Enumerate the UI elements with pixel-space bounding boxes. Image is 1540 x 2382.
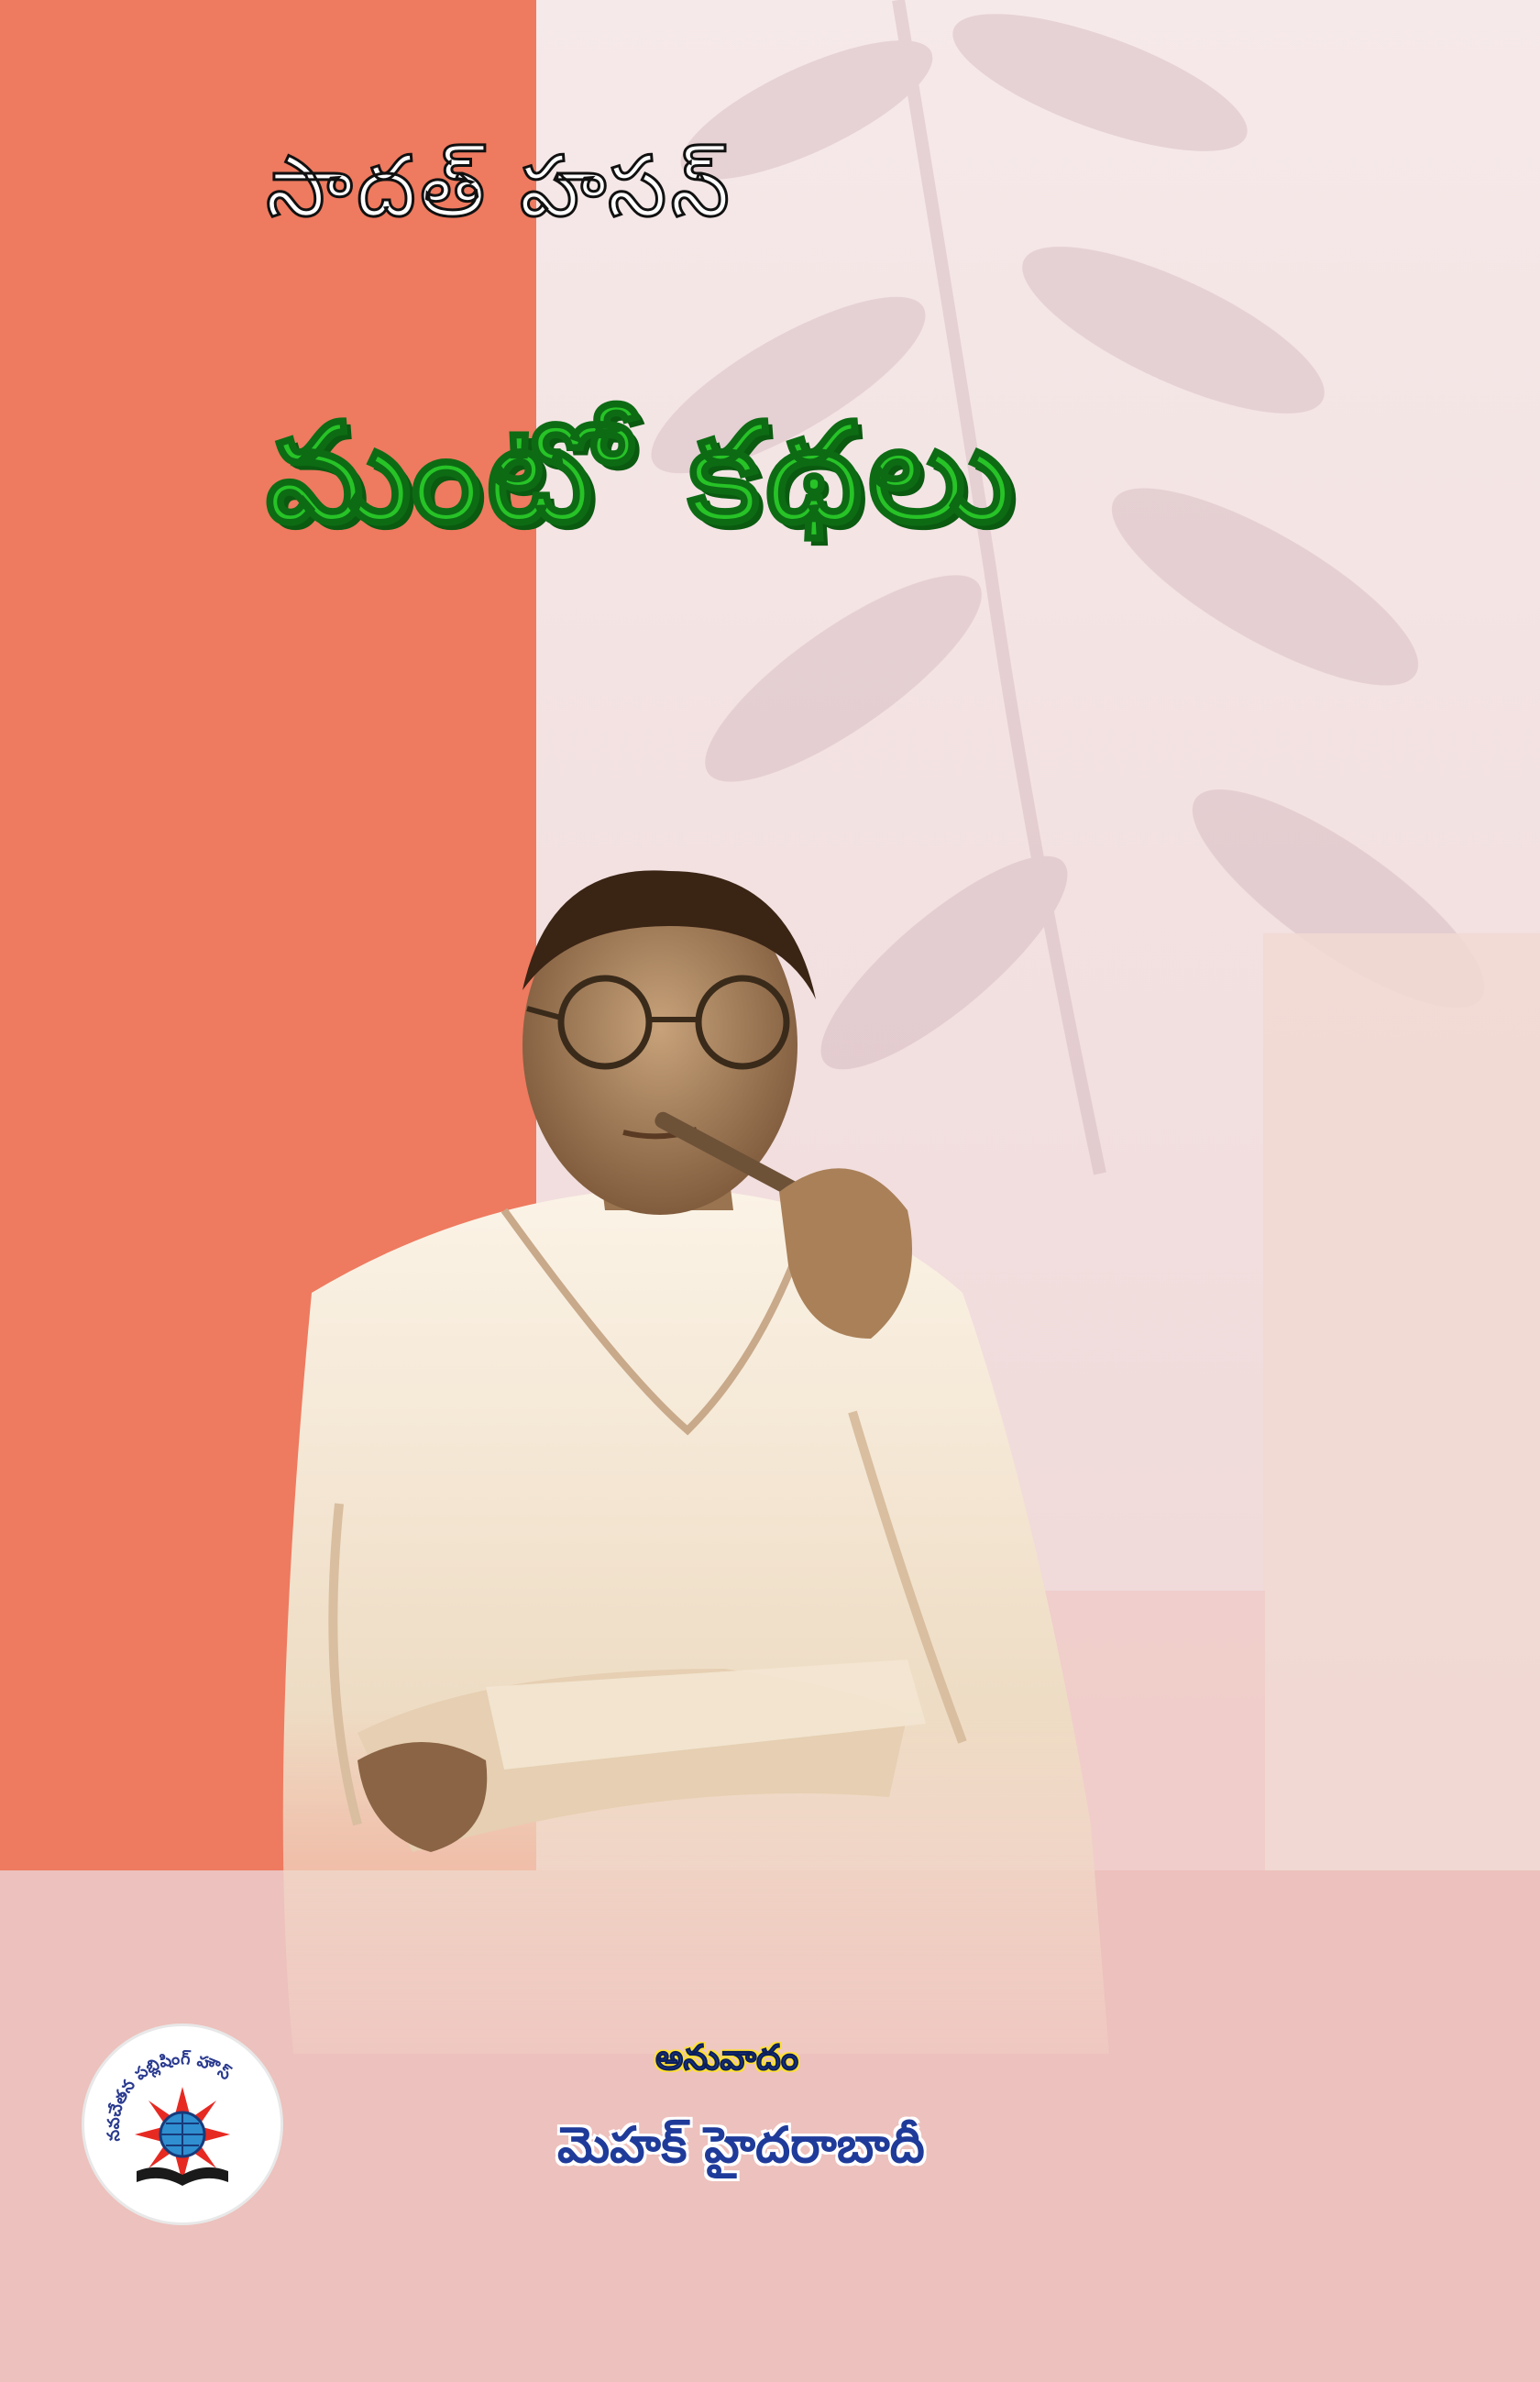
author-portrait <box>211 862 1265 2191</box>
book-title: మంటో కథలు <box>266 394 1019 554</box>
translator-name: మెహక్ హైదరాబాదీ <box>557 2116 925 2174</box>
translation-label: అనువాదం <box>655 2037 799 2078</box>
author-name: సాదత్ హసన్ <box>266 138 733 236</box>
publisher-logo-text: నవచేతన పబ్లిషింగ్ హౌస్ <box>104 2048 235 2143</box>
publisher-logo <box>84 2026 280 2222</box>
